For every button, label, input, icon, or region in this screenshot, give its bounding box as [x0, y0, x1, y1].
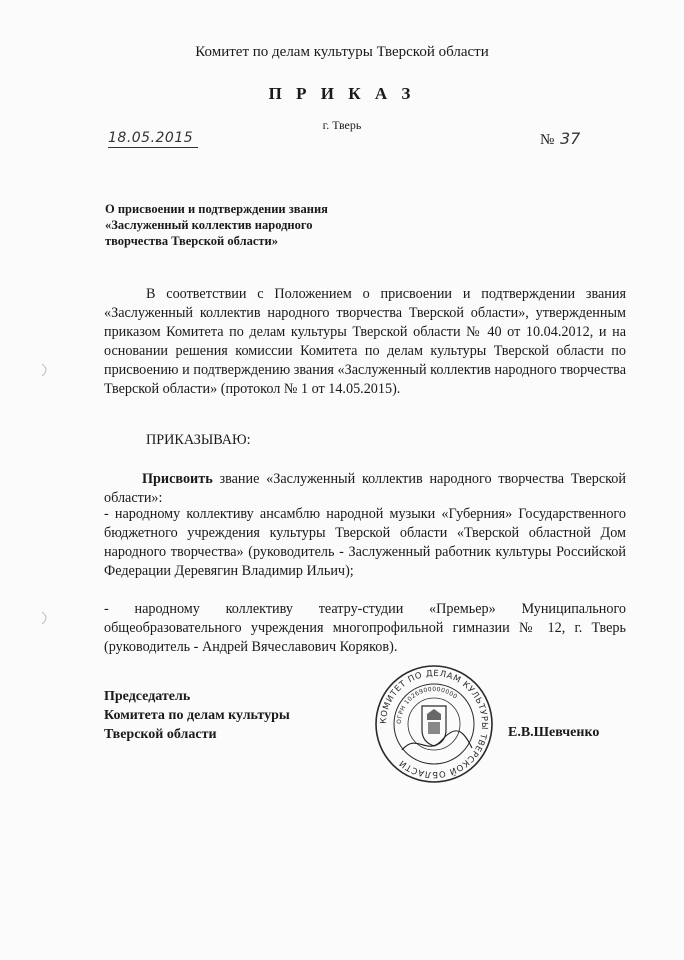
assign-text: звание «Заслуженный коллектив народного творчества Тверской области»: — [104, 471, 626, 506]
subject-line-1: О присвоении и подтверждении звания — [105, 202, 328, 216]
official-seal-stamp — [372, 662, 496, 786]
list-item: - народному коллективу ансамблю народной музыки «Губерния» Государственного бюджетного учреждения культуры Тверской области «Тверской областной Дом народного творчества» (руководитель - Заслуженный работник культуры Российской Федерации Деревягин Владимир Ильич); — [104, 506, 626, 579]
signatory-title — [104, 687, 290, 744]
subject-line-3: творчества Тверской области» — [105, 234, 278, 248]
assign-bold-word: Присвоить — [142, 471, 213, 487]
handwritten-date: 18.05.2015 — [108, 130, 198, 148]
committee-name: Комитет по делам культуры Тверской области — [195, 44, 489, 60]
handwritten-number: 37 — [560, 129, 581, 148]
signer-name: Е.В.Шевченко — [508, 725, 600, 740]
seal-outer-text: КОМИТЕТ ПО ДЕЛАМ КУЛЬТУРЫ ТВЕРСКОЙ ОБЛАСТИ — [378, 668, 490, 780]
document-type-title: П Р И К А З — [268, 84, 416, 103]
seal-inner-text: ОГРН 1026900000000 — [395, 685, 459, 725]
city-name: г. Тверь — [322, 118, 362, 132]
list-item: - народному коллективу театру-студии «Премьер» Муниципального общеобразовательного учреждения многопрофильной гимназии № 12, г. Тверь (руководитель - Андрей Вячеславович Коряков). — [104, 601, 626, 655]
scan-margin-mark — [40, 610, 54, 626]
scan-margin-mark — [40, 362, 54, 378]
order-subject — [105, 201, 365, 249]
order-word: ПРИКАЗЫВАЮ: — [146, 432, 251, 448]
signatory-line-3: Тверской области — [104, 727, 217, 742]
assign-paragraph — [104, 470, 626, 508]
subject-line-2: «Заслуженный коллектив народного — [105, 218, 313, 232]
signatory-line-1: Председатель — [104, 689, 191, 704]
number-sign: № — [540, 132, 555, 148]
signatory-line-2: Комитета по делам культуры — [104, 708, 290, 723]
preamble-paragraph: В соответствии с Положением о присвоении и подтверждении звания «Заслуженный коллектив народного творчества Тверской области», утвержденным приказом Комитета по делам культуры Тверской области № 40 от 10.04.2012, и на основании решения комиссии Комитета по делам культуры Тверской области по присвоению и подтверждению звания «Заслуженный коллектив народного творчества Тверской области» (протокол № 1 от 14.05.2015). — [104, 286, 626, 397]
